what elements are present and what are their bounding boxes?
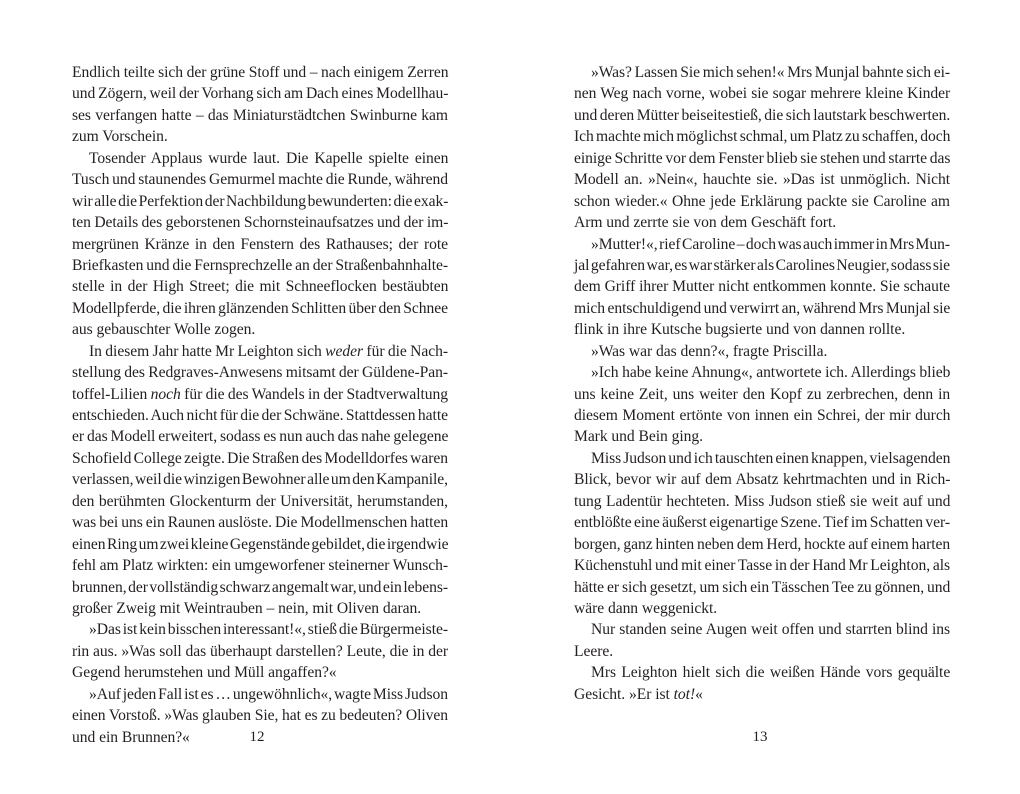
text-line: Miss Judson und ich tauschten einen knappen, vielsagenden: [591, 449, 951, 467]
text-line: fehl am Platz wirkten: ein umgeworfener steinerner Wunsch-: [72, 557, 448, 575]
text-line: verlassen, weil die winzigen Bewohner alle um den Kampanile,: [72, 471, 448, 489]
text-line: »Ich habe keine Ahnung«, antwortete ich. Allerdings blieb: [591, 364, 951, 382]
emphasis-text: tot!: [673, 685, 696, 703]
text-line: [72, 384, 448, 405]
right-page: [510, 0, 1020, 794]
text-line: tung Ladentür hechteten. Miss Judson stieß sie weit auf und: [574, 492, 951, 510]
text-run: für die Nach-: [363, 342, 449, 360]
text-run: In diesem Jahr hatte Mr Leighton sich: [89, 342, 326, 360]
text-line: entschieden. Auch nicht für die der Schwäne. Stattdessen hatte: [72, 407, 448, 424]
text-line: »Mutter!«, rief Caroline – doch was auch immer in Mrs Mun-: [591, 235, 950, 253]
text-line: brunnen, der vollständig schwarz angemalt war, und ein lebens-: [72, 578, 448, 596]
text-line: [574, 684, 950, 705]
text-line: Modell an. »Nein«, hauchte sie. »Das ist unmöglich. Nicht: [574, 171, 950, 189]
text-line: er das Modell erweitert, sodass es nun auch das nahe gelegene: [72, 428, 449, 446]
text-line: Küchenstuhl und mit einer Tasse in der Hand Mr Leighton, als: [574, 557, 950, 575]
text-line: und deren Mütter beiseitestieß, die sich lautstark beschwerten.: [574, 106, 951, 124]
text-line: ten Details des geborstenen Schornsteinaufsatzes und der im-: [72, 214, 449, 232]
text-line: Nur standen seine Augen weit offen und starrten blind ins: [591, 621, 950, 639]
text-line: zum Vorschein.: [72, 128, 168, 146]
text-line: und ein Brunnen?«: [72, 728, 190, 746]
text-line: borgen, ganz hinten neben dem Herd, hockte auf einem harten: [574, 535, 951, 553]
text-line: großer Zweig mit Weintrauben – nein, mit Oliven daran.: [72, 599, 422, 617]
text-line: Modellpferde, die ihren glänzenden Schlitten über den Schnee: [72, 299, 448, 317]
text-line: Blick, bevor wir auf dem Absatz kehrtmachten und in Rich-: [574, 471, 951, 489]
text-line: Endlich teilte sich der grüne Stoff und – nach einigem Zerren: [72, 64, 449, 81]
emphasis-text: noch: [150, 385, 181, 403]
text-line: uns keine Zeit, uns weiter den Kopf zu zerbrechen, denn in: [574, 385, 951, 403]
text-line: Briefkasten und die Fernsprechzelle an der Straßenbahnhalte-: [72, 256, 448, 274]
page-number-right: 13: [752, 729, 768, 745]
text-line: nen Weg nach vorne, wobei sie sogar mehrere kleine Kinder: [574, 85, 951, 103]
text-line: einen Vorstoß. »Was glauben Sie, hat es zu bedeuten? Oliven: [72, 707, 448, 725]
text-line: Ich machte mich möglichst schmal, um Platz zu schaffen, doch: [574, 128, 951, 146]
text-line: Mark und Bein ging.: [574, 428, 703, 446]
text-line: Schofield College zeigte. Die Straßen des Modelldorfes waren: [72, 449, 448, 467]
text-line: [72, 341, 448, 362]
text-line: mergrünen Kränze in den Fenstern des Rathauses; der rote: [72, 235, 448, 253]
text-line: einige Schritte vor dem Fenster blieb sie stehen und starrte das: [574, 149, 951, 167]
text-line: hätte er sich gesetzt, um sich ein Tässchen Tee zu gönnen, und: [574, 578, 951, 596]
text-line: Tusch und staunendes Gemurmel machte die Runde, während: [72, 171, 448, 189]
text-line: »Auf jeden Fall ist es … ungewöhnlich«, wagte Miss Judson: [89, 685, 448, 703]
text-run: toffel-Lilien: [72, 385, 151, 403]
text-run: für die des Wandels in der Stadtverwaltung: [180, 385, 448, 403]
text-line: jal gefahren war, es war stärker als Carolines Neugier, sodass sie: [574, 256, 950, 274]
text-line: Gegend herumstehen und Müll angaffen?«: [72, 664, 337, 682]
text-run: «: [695, 685, 703, 703]
text-line: und Zögern, weil der Vorhang sich am Dach eines Modellhau-: [72, 85, 449, 103]
right-page-body: [574, 62, 950, 705]
text-line: mich entschuldigend und verwirrt an, während Mrs Munjal sie: [574, 299, 951, 317]
text-line: Leere.: [574, 642, 614, 660]
text-line: was bei uns ein Raunen auslöste. Die Modellmenschen hatten: [72, 514, 449, 532]
text-line: wäre dann weggenickt.: [574, 599, 718, 617]
text-line: stelle in der High Street; die mit Schneeflocken bestäubten: [72, 278, 449, 296]
text-line: stellung des Redgraves-Anwesens mitsamt der Güldene-Pan-: [72, 364, 448, 382]
text-line: Tosender Applaus wurde laut. Die Kapelle spielte einen: [89, 149, 449, 167]
text-run: Gesicht. »Er ist: [574, 685, 674, 703]
text-line: diesem Moment ertönte von innen ein Schrei, der mir durch: [574, 407, 951, 424]
text-line: »Was? Lassen Sie mich sehen!« Mrs Munjal bahnte sich ei-: [591, 64, 950, 81]
text-line: einen Ring um zwei kleine Gegenstände gebildet, die irgendwie: [72, 535, 449, 553]
text-line: schon wieder.« Ohne jede Erklärung packte sie Caroline am: [574, 192, 950, 210]
text-line: rin aus. »Was soll das überhaupt darstellen? Leute, die in der: [72, 642, 448, 660]
text-line: den berühmten Glockenturm der Universität, herumstanden,: [72, 492, 448, 510]
text-line: Mrs Leighton hielt sich die weißen Hände vors gequälte: [591, 664, 951, 682]
text-line: ses verfangen hatte – das Miniaturstädtchen Swinburne kam: [72, 106, 448, 124]
page-number-left: 12: [249, 729, 265, 745]
text-line: dem Griff ihrer Mutter nicht entkommen konnte. Sie schaute: [574, 278, 950, 296]
text-line: aus gebauschter Wolle zogen.: [72, 321, 256, 339]
text-line: Arm und zerrte sie von dem Geschäft fort.: [574, 214, 837, 232]
text-line: wir alle die Perfektion der Nachbildung bewunderten: die exak-: [72, 192, 449, 210]
text-line: »Was war das denn?«, fragte Priscilla.: [591, 342, 828, 360]
text-line: entblößte eine äußerst eigenartige Szene. Tief im Schatten ver-: [574, 514, 950, 532]
emphasis-text: weder: [325, 342, 364, 360]
text-line: »Das ist kein bisschen interessant!«, stieß die Bürgermeiste-: [89, 621, 448, 639]
text-line: flink in ihre Kutsche bugsierte und von dannen rollte.: [574, 321, 906, 339]
left-page-body: [72, 62, 448, 748]
